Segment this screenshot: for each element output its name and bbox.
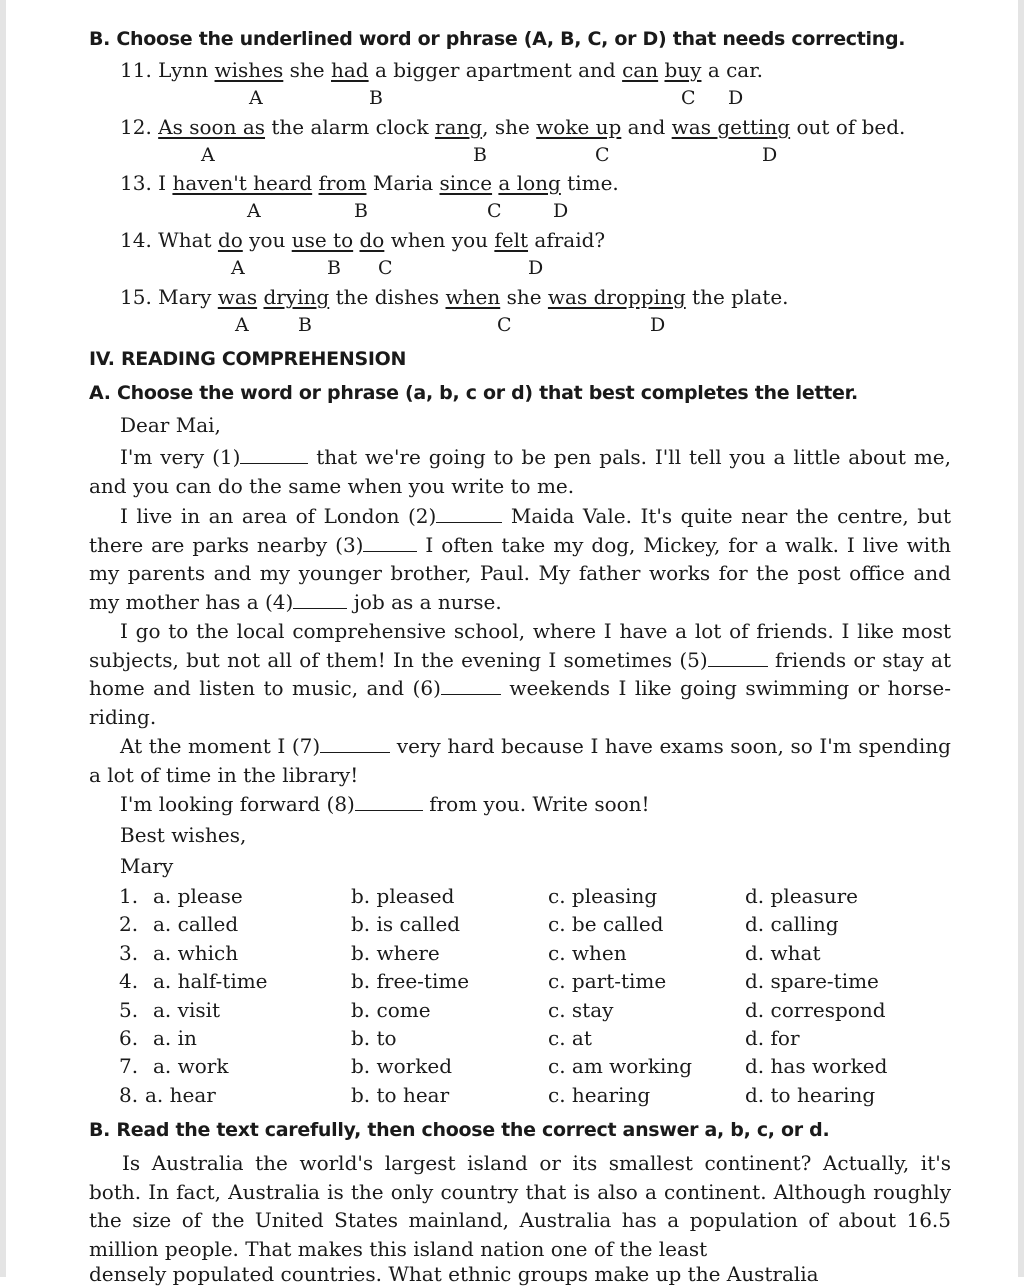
option-7d[interactable]: d. has worked [745,1054,888,1078]
q11-option-c[interactable]: can [622,58,659,82]
option-8c[interactable]: c. hearing [548,1083,651,1107]
q14-letter-d: D [528,257,544,279]
q14-letter-a: A [231,257,245,279]
letter-signature: Mary [120,854,174,878]
option-number: 4. [119,969,139,993]
q14-option-a[interactable]: do [217,228,243,252]
q13-option-b[interactable]: from [318,171,367,195]
q14-option-d[interactable]: felt [494,228,529,252]
option-5b[interactable]: b. come [351,998,431,1022]
option-7b[interactable]: b. worked [351,1054,452,1078]
option-2d[interactable]: d. calling [745,912,839,936]
blank-6[interactable] [441,693,501,695]
option-5d[interactable]: d. correspond [745,998,886,1022]
option-1b[interactable]: b. pleased [351,884,455,908]
option-3d[interactable]: d. what [745,941,821,965]
letter-task-heading: A. Choose the word or phrase (a, b, c or d) that best completes the letter. [89,382,858,404]
option-3a[interactable]: a. which [153,941,239,965]
q12-letter-c: C [595,144,610,166]
letter-paragraph-4: At the moment I (7) very hard because I have exams soon, so I'm spending a lot of time in the library! [89,734,951,787]
q11-letter-d: D [728,87,744,109]
q11-letter-b: B [369,87,383,109]
question-12: 12. As soon as the alarm clock rang, she woke up and was getting out of bed. [120,115,906,139]
letter-paragraph-2: I live in an area of London (2) Maida Vale. It's quite near the centre, but there are parks nearby (3) I often take my dog, Mickey, for a walk. I live with my parents and my younger brother, Paul. My father works for the post office and my mother has a (4) job as a nurse. [89,504,952,614]
error-id-heading: B. Choose the underlined word or phrase (A, B, C, or D) that needs correcting. [89,28,906,50]
option-1c[interactable]: c. pleasing [548,884,658,908]
option-8b[interactable]: b. to hear [351,1083,450,1107]
option-8d[interactable]: d. to hearing [745,1083,876,1107]
option-8a[interactable]: a. hear [145,1083,216,1107]
blank-4[interactable] [293,607,347,609]
q13-letter-c: C [487,200,502,222]
option-number: 1. [119,884,139,908]
option-6a[interactable]: a. in [153,1026,197,1050]
option-6d[interactable]: d. for [745,1026,800,1050]
option-4d[interactable]: d. spare-time [745,969,879,993]
question-11: 11. Lynn wishes she had a bigger apartment and can buy a car. [120,58,763,82]
q13-option-a[interactable]: haven't heard [172,171,313,195]
passage-cut-line: densely populated countries. What ethnic groups make up the Australia [89,1262,819,1286]
blank-7[interactable] [320,751,390,753]
option-number: 6. [119,1026,139,1050]
q14-option-b[interactable]: use to [291,228,354,252]
q11-letter-a: A [249,87,263,109]
question-15: 15. Mary was drying the dishes when she was dropping the plate. [120,285,789,309]
letter-closing: Best wishes, [120,823,247,847]
q15-letter-b: B [298,314,312,336]
letter-paragraph-5: I'm looking forward (8) from you. Write soon! [120,792,650,816]
letter-paragraph-1: I'm very (1) that we're going to be pen pals. I'll tell you a little about me, and you can do the same when you write to me. [89,445,951,498]
q11-letter-c: C [681,87,696,109]
q13-letter-d: D [553,200,569,222]
q12-option-c[interactable]: woke up [536,115,622,139]
q14-letter-c: C [378,257,393,279]
option-1a[interactable]: a. please [153,884,243,908]
q15-option-d[interactable]: was dropping [547,285,686,309]
blank-2[interactable] [436,521,502,523]
option-7a[interactable]: a. work [153,1054,229,1078]
q11-option-d[interactable]: buy [664,58,702,82]
option-2c[interactable]: c. be called [548,912,664,936]
option-3b[interactable]: b. where [351,941,440,965]
page-edge-left [0,0,6,1277]
option-1d[interactable]: d. pleasure [745,884,859,908]
option-number: 8. [119,1083,139,1107]
option-6c[interactable]: c. at [548,1026,592,1050]
blank-8[interactable] [355,809,423,811]
option-4c[interactable]: c. part-time [548,969,667,993]
australia-passage: Is Australia the world's largest island or its smallest continent? Actually, it's both. In fact, Australia is the only country that is also a continent. Although roughly the size of the United States mainland, Australia has a population of about 16.5 million people. That makes this island nation one of the least [89,1151,951,1261]
question-13: 13. I haven't heard from Maria since a long time. [120,171,619,195]
option-2b[interactable]: b. is called [351,912,461,936]
question-14: 14. What do you use to do when you felt afraid? [120,228,606,252]
option-2a[interactable]: a. called [153,912,239,936]
option-number: 2. [119,912,139,936]
q15-letter-d: D [650,314,666,336]
page-edge-right [1018,0,1024,1277]
option-6b[interactable]: b. to [351,1026,397,1050]
option-3c[interactable]: c. when [548,941,627,965]
q12-letter-d: D [762,144,778,166]
q15-letter-a: A [235,314,249,336]
q14-letter-b: B [327,257,341,279]
q11-option-b[interactable]: had [331,58,369,82]
q15-option-a[interactable]: was [217,285,258,309]
reading-section-title: IV. READING COMPREHENSION [89,348,407,370]
option-number: 7. [119,1054,139,1078]
blank-1[interactable] [240,462,308,464]
option-5a[interactable]: a. visit [153,998,221,1022]
q13-letter-a: A [247,200,261,222]
blank-3[interactable] [363,550,417,552]
q13-option-c[interactable]: since [439,171,493,195]
q15-option-b[interactable]: drying [263,285,330,309]
q12-letter-b: B [473,144,487,166]
reading-task-heading: B. Read the text carefully, then choose the correct answer a, b, c, or d. [89,1119,830,1141]
option-4b[interactable]: b. free-time [351,969,470,993]
q13-option-d[interactable]: a long [498,171,561,195]
option-7c[interactable]: c. am working [548,1054,693,1078]
blank-5[interactable] [708,665,768,667]
option-number: 5. [119,998,139,1022]
q15-letter-c: C [497,314,512,336]
letter-greeting: Dear Mai, [120,413,221,437]
q13-letter-b: B [354,200,368,222]
q12-option-b[interactable]: rang [434,115,483,139]
q14-option-c[interactable]: do [359,228,385,252]
option-number: 3. [119,941,139,965]
q12-option-d[interactable]: was getting [671,115,791,139]
q15-option-c[interactable]: when [445,285,501,309]
q12-option-a[interactable]: As soon as [158,115,266,139]
letter-paragraph-3: I go to the local comprehensive school, where I have a lot of friends. I like most subjects, but not all of them! In the evening I sometimes (5) friends or stay at home and listen to music, and (6) weekends I like going swimming or horse-riding. [89,619,951,729]
option-5c[interactable]: c. stay [548,998,614,1022]
option-4a[interactable]: a. half-time [153,969,268,993]
q11-option-a[interactable]: wishes [214,58,284,82]
q12-letter-a: A [201,144,215,166]
